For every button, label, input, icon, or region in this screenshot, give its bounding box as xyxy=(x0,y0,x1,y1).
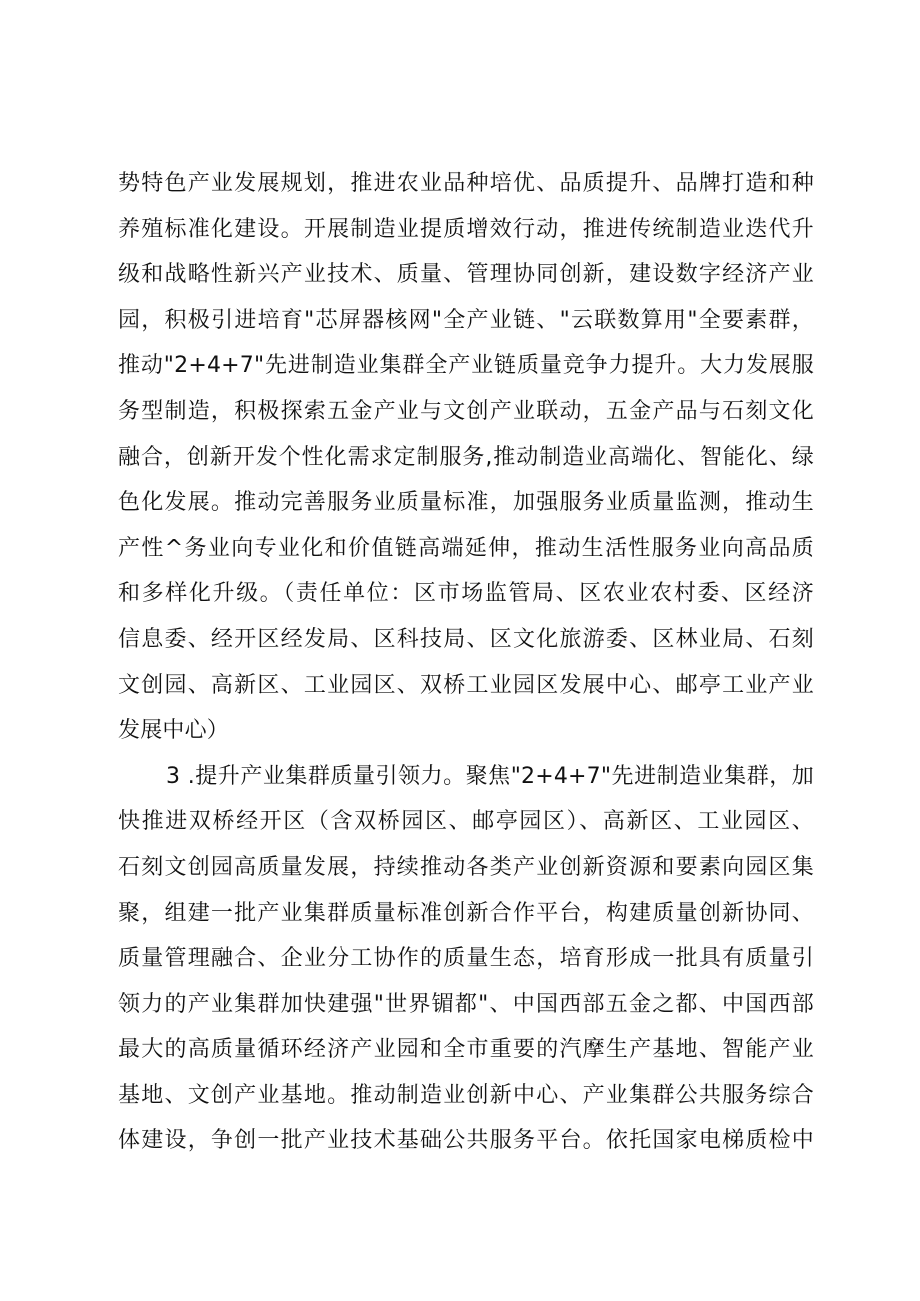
text-line: 和多样化升级。（责任单位：区市场监管局、区农业农村委、区经济 xyxy=(118,581,814,607)
text-line: 体建设，争创一批产业技术基础公共服务平台。依托国家电梯质检中 xyxy=(118,1128,814,1154)
text-line: 文创园、高新区、工业园区、双桥工业园区发展中心、邮亭工业产业 xyxy=(118,672,814,698)
text-line: 石刻文创园高质量发展，持续推动各类产业创新资源和要素向园区集 xyxy=(118,854,814,880)
text-line: 基地、文创产业基地。推动制造业创新中心、产业集群公共服务综合 xyxy=(118,1082,814,1108)
text-line: 级和战略性新兴产业技术、质量、管理协同创新，建设数字经济产业 xyxy=(118,262,814,288)
text-line: 势特色产业发展规划，推进农业品种培优、品质提升、品牌打造和种 xyxy=(118,171,814,196)
section-heading-line: 3 .提升产业集群质量引领力。聚焦"2+4+7"先进制造业集群，加 xyxy=(166,763,814,789)
text-line: 聚，组建一批产业集群质量标准创新合作平台，构建质量创新协同、 xyxy=(118,900,814,926)
text-line: 养殖标准化建设。开展制造业提质增效行动，推进传统制造业迭代升 xyxy=(118,216,814,242)
text-line: 务型制造，积极探索五金产业与文创产业联动，五金产品与石刻文化 xyxy=(118,398,814,424)
text-line: 推动"2+4+7"先进制造业集群全产业链质量竞争力提升。大力发展服 xyxy=(118,353,814,379)
text-line: 色化发展。推动完善服务业质量标准，加强服务业质量监测，推动生 xyxy=(118,490,814,516)
text-line: 快推进双桥经开区（含双桥园区、邮亭园区）、高新区、工业园区、 xyxy=(118,809,814,835)
text-line: 质量管理融合、企业分工协作的质量生态，培育形成一批具有质量引 xyxy=(118,946,814,972)
text-line: 最大的高质量循环经济产业园和全市重要的汽摩生产基地、智能产业 xyxy=(118,1037,814,1063)
text-line: 园，积极引进培育"芯屏器核网"全产业链、"云联数算用"全要素群， xyxy=(118,307,814,333)
text-line: 领力的产业集群加快建强"世界镅都"、中国西部五金之都、中国西部 xyxy=(118,991,814,1017)
text-line: 发展中心） xyxy=(118,718,230,744)
text-line: 产性^务业向专业化和价值链高端延伸，推动生活性服务业向高品质 xyxy=(118,535,814,561)
text-line: 融合，创新开发个性化需求定制服务,推动制造业高端化、智能化、绿 xyxy=(118,444,814,470)
document-page xyxy=(118,161,814,1164)
text-line: 信息委、经开区经发局、区科技局、区文化旅游委、区林业局、石刻 xyxy=(118,626,814,652)
